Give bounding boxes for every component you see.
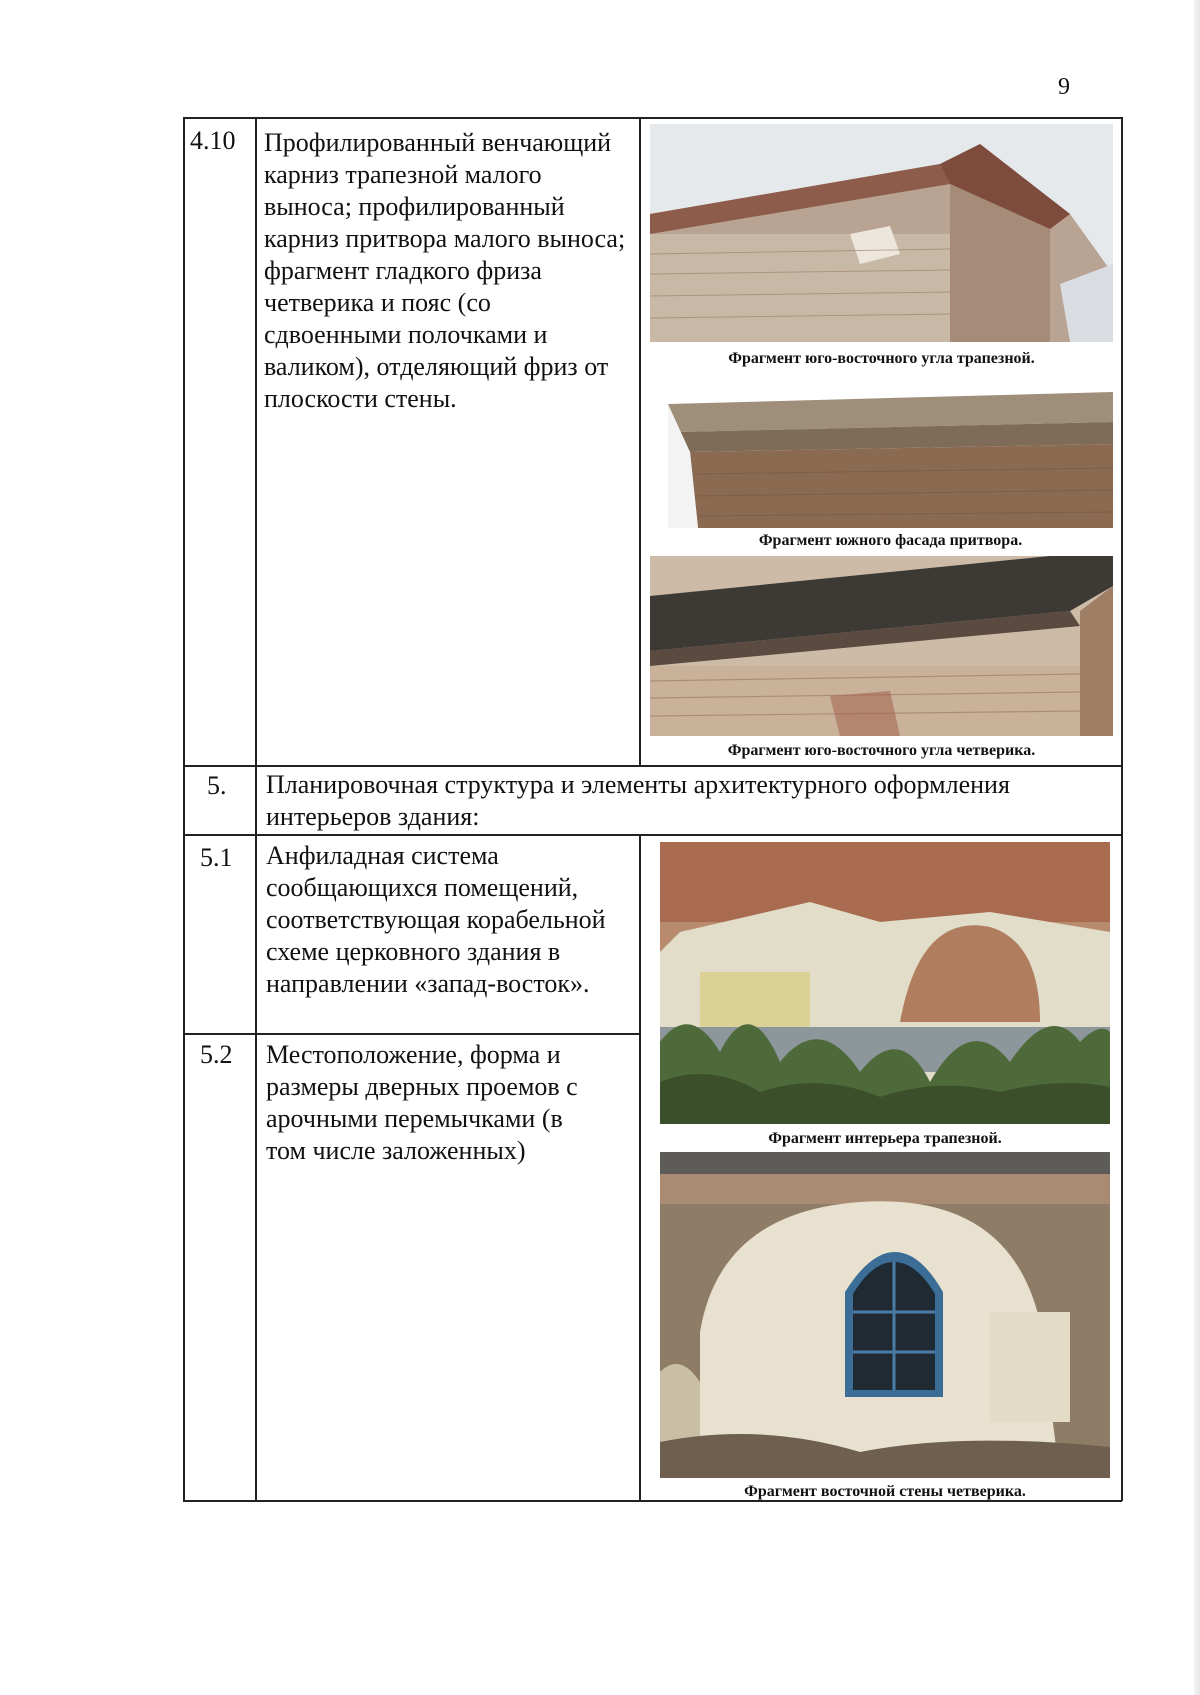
row-divider — [183, 834, 1122, 836]
row-number: 5.1 — [200, 843, 233, 872]
row-description: Местоположение, форма и размеры дверных проемов с арочными перемычками (в том числе заложенных) — [266, 1040, 578, 1165]
photo-caption: Фрагмент южного фасада притвора. — [758, 532, 1023, 549]
row-number: 5.2 — [200, 1040, 233, 1069]
table-border-right — [1121, 117, 1123, 1501]
table-border-left — [183, 117, 185, 1501]
photo-trapeznaya-corner — [650, 124, 1113, 342]
page-number: 9 — [1058, 74, 1070, 100]
photo-caption: Фрагмент юго-восточного угла четверика. — [727, 742, 1036, 759]
column-divider — [639, 834, 641, 1501]
photo-pritvor-facade — [668, 384, 1113, 528]
row-number: 4.10 — [190, 126, 236, 155]
table-border-top — [183, 117, 1122, 119]
row-number: 5. — [207, 771, 227, 800]
page-edge — [1194, 0, 1200, 1695]
column-divider — [255, 117, 257, 1501]
photo-caption: Фрагмент юго-восточного угла трапезной. — [728, 350, 1035, 367]
column-divider — [639, 117, 641, 765]
photo-chetverik-corner — [650, 556, 1113, 736]
photo-caption: Фрагмент восточной стены четверика. — [744, 1483, 1026, 1500]
photo-caption: Фрагмент интерьера трапезной. — [768, 1130, 1002, 1147]
row-description: Анфиладная система сообщающихся помещений, соответствующая корабельной схеме церковного здания в направлении «запад-восток». — [266, 841, 606, 998]
row-divider — [183, 765, 1122, 767]
photo-chetverik-east-wall — [660, 1152, 1110, 1478]
row-description: Профилированный венчающий карниз трапезной малого выноса; профилированный карниз притвора малого выноса; фрагмент гладкого фриза четверика и пояс (со сдвоенными полочками и валиком), отделяющий фриз от плоскости стены. — [264, 128, 626, 413]
photo-trapeznaya-interior — [660, 842, 1110, 1124]
row-description: Планировочная структура и элементы архитектурного оформления интерьеров здания: — [266, 770, 1010, 831]
row-divider — [183, 1033, 640, 1035]
